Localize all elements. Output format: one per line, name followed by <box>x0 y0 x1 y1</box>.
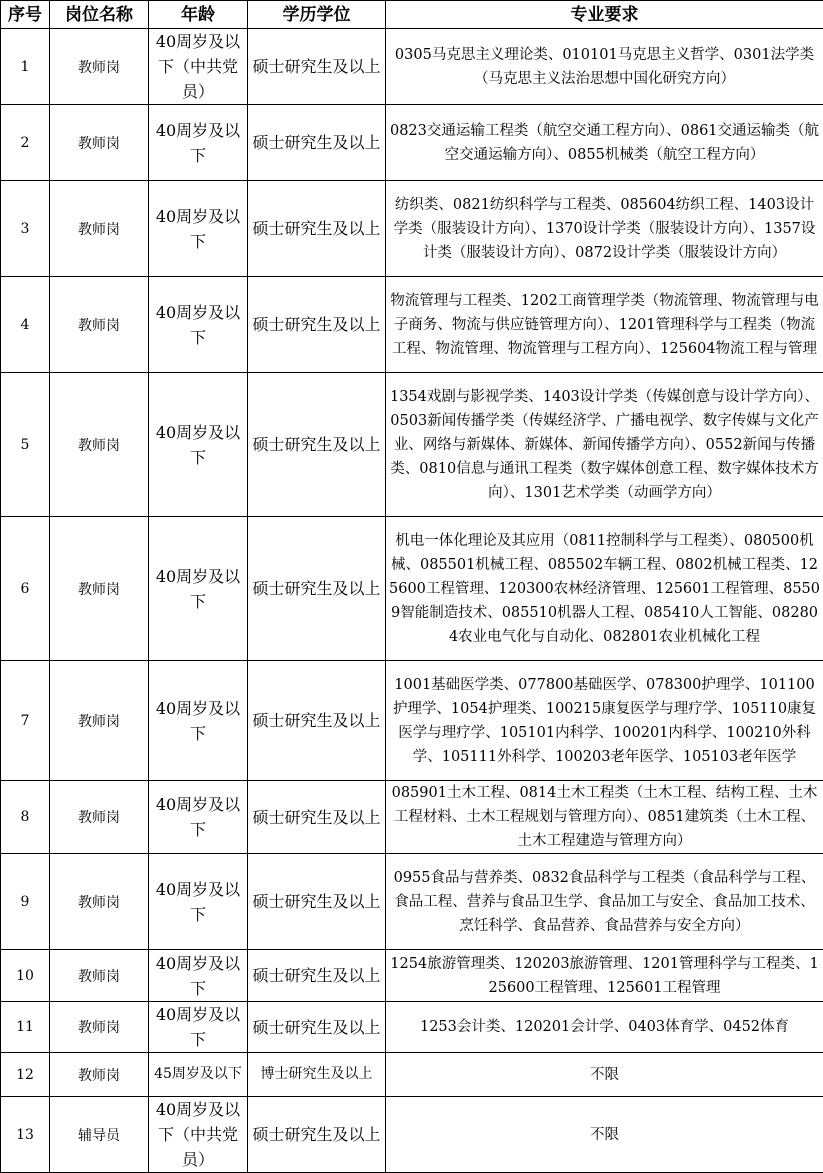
row-education: 硕士研究生及以上 <box>248 1002 386 1053</box>
row-age: 40周岁及以下 <box>149 661 248 781</box>
row-education: 硕士研究生及以上 <box>248 950 386 1002</box>
row-no: 2 <box>1 105 50 181</box>
row-no: 5 <box>1 373 50 517</box>
row-post: 教师岗 <box>50 1053 149 1097</box>
row-major: 085901土木工程、0814土木工程类（土木工程、结构工程、土木工程材料、土木工程规划与管理方向）、0851建筑类（土木工程、土木工程建造与管理方向） <box>386 781 823 854</box>
row-age: 40周岁及以下 <box>149 105 248 181</box>
row-age: 40周岁及以下 <box>149 181 248 277</box>
row-post: 教师岗 <box>50 277 149 373</box>
row-age: 40周岁及以下（中共党员） <box>149 1097 248 1173</box>
row-post: 辅导员 <box>50 1097 149 1173</box>
row-no: 1 <box>1 29 50 105</box>
row-post: 教师岗 <box>50 181 149 277</box>
row-education: 硕士研究生及以上 <box>248 29 386 105</box>
row-post: 教师岗 <box>50 1002 149 1053</box>
row-major: 1253会计类、120201会计学、0403体育学、0452体育 <box>386 1002 823 1053</box>
header-major: 专业要求 <box>386 1 823 29</box>
row-major: 0955食品与营养类、0832食品科学与工程类（食品科学与工程、食品工程、营养与食品卫生学、食品加工与安全、食品加工技术、烹饪科学、食品营养、食品营养与安全方向） <box>386 854 823 950</box>
header-no: 序号 <box>1 1 50 29</box>
table-row <box>1 781 823 854</box>
table-row <box>1 373 823 517</box>
row-no: 4 <box>1 277 50 373</box>
row-major: 1254旅游管理类、120203旅游管理、1201管理科学与工程类、125600工程管理、125601工程管理 <box>386 950 823 1002</box>
row-no: 13 <box>1 1097 50 1173</box>
table-row <box>1 105 823 181</box>
row-post: 教师岗 <box>50 517 149 661</box>
row-post: 教师岗 <box>50 854 149 950</box>
row-post: 教师岗 <box>50 373 149 517</box>
row-age: 45周岁及以下 <box>149 1053 248 1097</box>
row-education: 硕士研究生及以上 <box>248 854 386 950</box>
row-education: 硕士研究生及以上 <box>248 1097 386 1173</box>
row-major: 不限 <box>386 1053 823 1097</box>
row-post: 教师岗 <box>50 781 149 854</box>
row-no: 6 <box>1 517 50 661</box>
row-age: 40周岁及以下 <box>149 277 248 373</box>
header-post: 岗位名称 <box>50 1 149 29</box>
row-major: 0823交通运输工程类（航空交通工程方向）、0861交通运输类（航空交通运输方向）、0855机械类（航空工程方向） <box>386 105 823 181</box>
row-major: 不限 <box>386 1097 823 1173</box>
row-major: 纺织类、0821纺织科学与工程类、085604纺织工程、1403设计学类（服装设计方向）、1370设计学类（服装设计方向）、1357设计类（服装设计方向）、0872设计学类（服装设计方向） <box>386 181 823 277</box>
header-row <box>1 1 823 29</box>
row-post: 教师岗 <box>50 661 149 781</box>
header-age: 年龄 <box>149 1 248 29</box>
row-education: 硕士研究生及以上 <box>248 181 386 277</box>
row-education: 硕士研究生及以上 <box>248 105 386 181</box>
row-no: 7 <box>1 661 50 781</box>
row-post: 教师岗 <box>50 29 149 105</box>
row-age: 40周岁及以下 <box>149 373 248 517</box>
row-age: 40周岁及以下（中共党员） <box>149 29 248 105</box>
row-no: 10 <box>1 950 50 1002</box>
table-row <box>1 661 823 781</box>
row-post: 教师岗 <box>50 950 149 1002</box>
row-education: 硕士研究生及以上 <box>248 277 386 373</box>
row-no: 9 <box>1 854 50 950</box>
table-row <box>1 854 823 950</box>
row-major: 0305马克思主义理论类、010101马克思主义哲学、0301法学类（马克思主义法治思想中国化研究方向） <box>386 29 823 105</box>
table-row <box>1 1053 823 1097</box>
row-age: 40周岁及以下 <box>149 854 248 950</box>
row-education: 硕士研究生及以上 <box>248 373 386 517</box>
row-education: 硕士研究生及以上 <box>248 781 386 854</box>
row-no: 8 <box>1 781 50 854</box>
table-row <box>1 181 823 277</box>
row-major: 物流管理与工程类、1202工商管理学类（物流管理、物流管理与电子商务、物流与供应链管理方向）、1201管理科学与工程类（物流工程、物流管理、物流管理与工程方向）、125604物流工程与管理 <box>386 277 823 373</box>
row-age: 40周岁及以下 <box>149 1002 248 1053</box>
row-no: 12 <box>1 1053 50 1097</box>
row-age: 40周岁及以下 <box>149 517 248 661</box>
table-row <box>1 1097 823 1173</box>
row-education: 博士研究生及以上 <box>248 1053 386 1097</box>
table-row <box>1 950 823 1002</box>
row-education: 硕士研究生及以上 <box>248 517 386 661</box>
table-row <box>1 277 823 373</box>
row-age: 40周岁及以下 <box>149 950 248 1002</box>
row-major: 1354戏剧与影视学类、1403设计学类（传媒创意与设计学方向）、0503新闻传播学类（传媒经济学、广播电视学、数字传媒与文化产业、网络与新媒体、新媒体、新闻传播学方向）、0552新闻与传播类、0810信息与通讯工程类（数字媒体创意工程、数字媒体技术方向）、1301艺术学类（动画学方向） <box>386 373 823 517</box>
row-major: 机电一体化理论及其应用（0811控制科学与工程类）、080500机械、085501机械工程、085502车辆工程、0802机械工程类、125600工程管理、120300农林经济管理、125601工程管理、85509智能制造技术、085510机器人工程、085410人工智能、082804农业电气化与自动化、082801农业机械化工程 <box>386 517 823 661</box>
row-education: 硕士研究生及以上 <box>248 661 386 781</box>
header-education: 学历学位 <box>248 1 386 29</box>
table-row <box>1 1002 823 1053</box>
row-age: 40周岁及以下 <box>149 781 248 854</box>
table-row <box>1 29 823 105</box>
row-post: 教师岗 <box>50 105 149 181</box>
row-no: 3 <box>1 181 50 277</box>
row-no: 11 <box>1 1002 50 1053</box>
row-major: 1001基础医学类、077800基础医学、078300护理学、101100护理学、1054护理类、100215康复医学与理疗学、105110康复医学与理疗学、105101内科学、100201内科学、100210外科学、105111外科学、100203老年医学、105103老年医学 <box>386 661 823 781</box>
table-row <box>1 517 823 661</box>
